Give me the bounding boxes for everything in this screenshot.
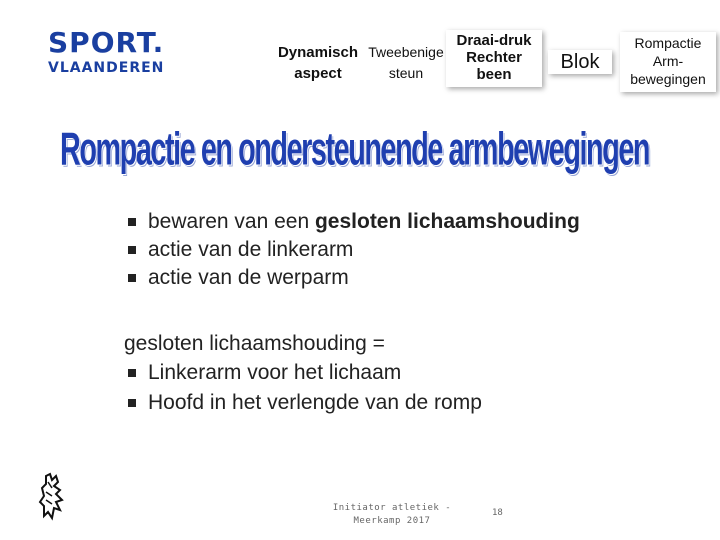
bullet-marker-icon [128, 274, 136, 282]
bullet-text: Linkerarm voor het lichaam [148, 361, 402, 384]
footer-line: Meerkamp 2017 [353, 516, 431, 526]
flemish-lion-icon [38, 472, 72, 522]
tab-label-line: Tweebenige [368, 44, 444, 60]
tab-label-line: Rompactie [634, 35, 702, 51]
bullet-marker-icon [128, 246, 136, 254]
tab-tweebenige-steun[interactable] [362, 44, 450, 82]
tab-label-line: steun [388, 65, 424, 81]
tab-label-line: bewegingen [630, 71, 706, 87]
tab-rompactie-armbewegingen[interactable] [620, 32, 716, 92]
list-item [124, 358, 482, 388]
bullet-text: actie van de werparm [148, 266, 349, 289]
footer-line: Initiator atletiek - [332, 503, 452, 513]
footer-text [332, 502, 452, 528]
bullet-marker-icon [128, 369, 136, 377]
slide-title: Rompactie en ondersteunende armbewegingen [60, 124, 650, 175]
tab-label-line: Rechter [466, 49, 522, 66]
page-number: 18 [492, 508, 503, 518]
bullet-marker-icon [128, 399, 136, 407]
tab-label: Blok [560, 51, 600, 73]
tab-draai-druk-rechter-been[interactable] [446, 30, 542, 87]
logo-text-vlaanderen: VLAANDEREN [48, 60, 165, 76]
tab-label-line: Dynamisch [277, 44, 359, 61]
tab-blok[interactable] [548, 50, 612, 74]
tab-label-line: aspect [294, 65, 342, 82]
bullet-text: bewaren van een gesloten lichaamshouding [148, 210, 580, 233]
list-item [124, 236, 580, 264]
bullet-text: actie van de linkerarm [148, 238, 354, 261]
tab-label-line: been [476, 66, 512, 83]
tab-label-line: Arm- [652, 53, 684, 69]
tab-dynamisch-aspect[interactable] [272, 44, 364, 82]
subheading: gesloten lichaamshouding = [124, 332, 385, 355]
logo-text-sport: SPORT. [48, 26, 165, 59]
list-item [124, 388, 482, 418]
list-item [124, 208, 580, 236]
tab-label-line: Draai-druk [456, 32, 532, 49]
bullet-list [124, 208, 580, 292]
bullet-marker-icon [128, 218, 136, 226]
list-item [124, 264, 580, 292]
bullet-text: Hoofd in het verlengde van de romp [148, 391, 482, 414]
bullet-list-2 [124, 358, 482, 418]
sport-vlaanderen-logo [48, 28, 164, 76]
